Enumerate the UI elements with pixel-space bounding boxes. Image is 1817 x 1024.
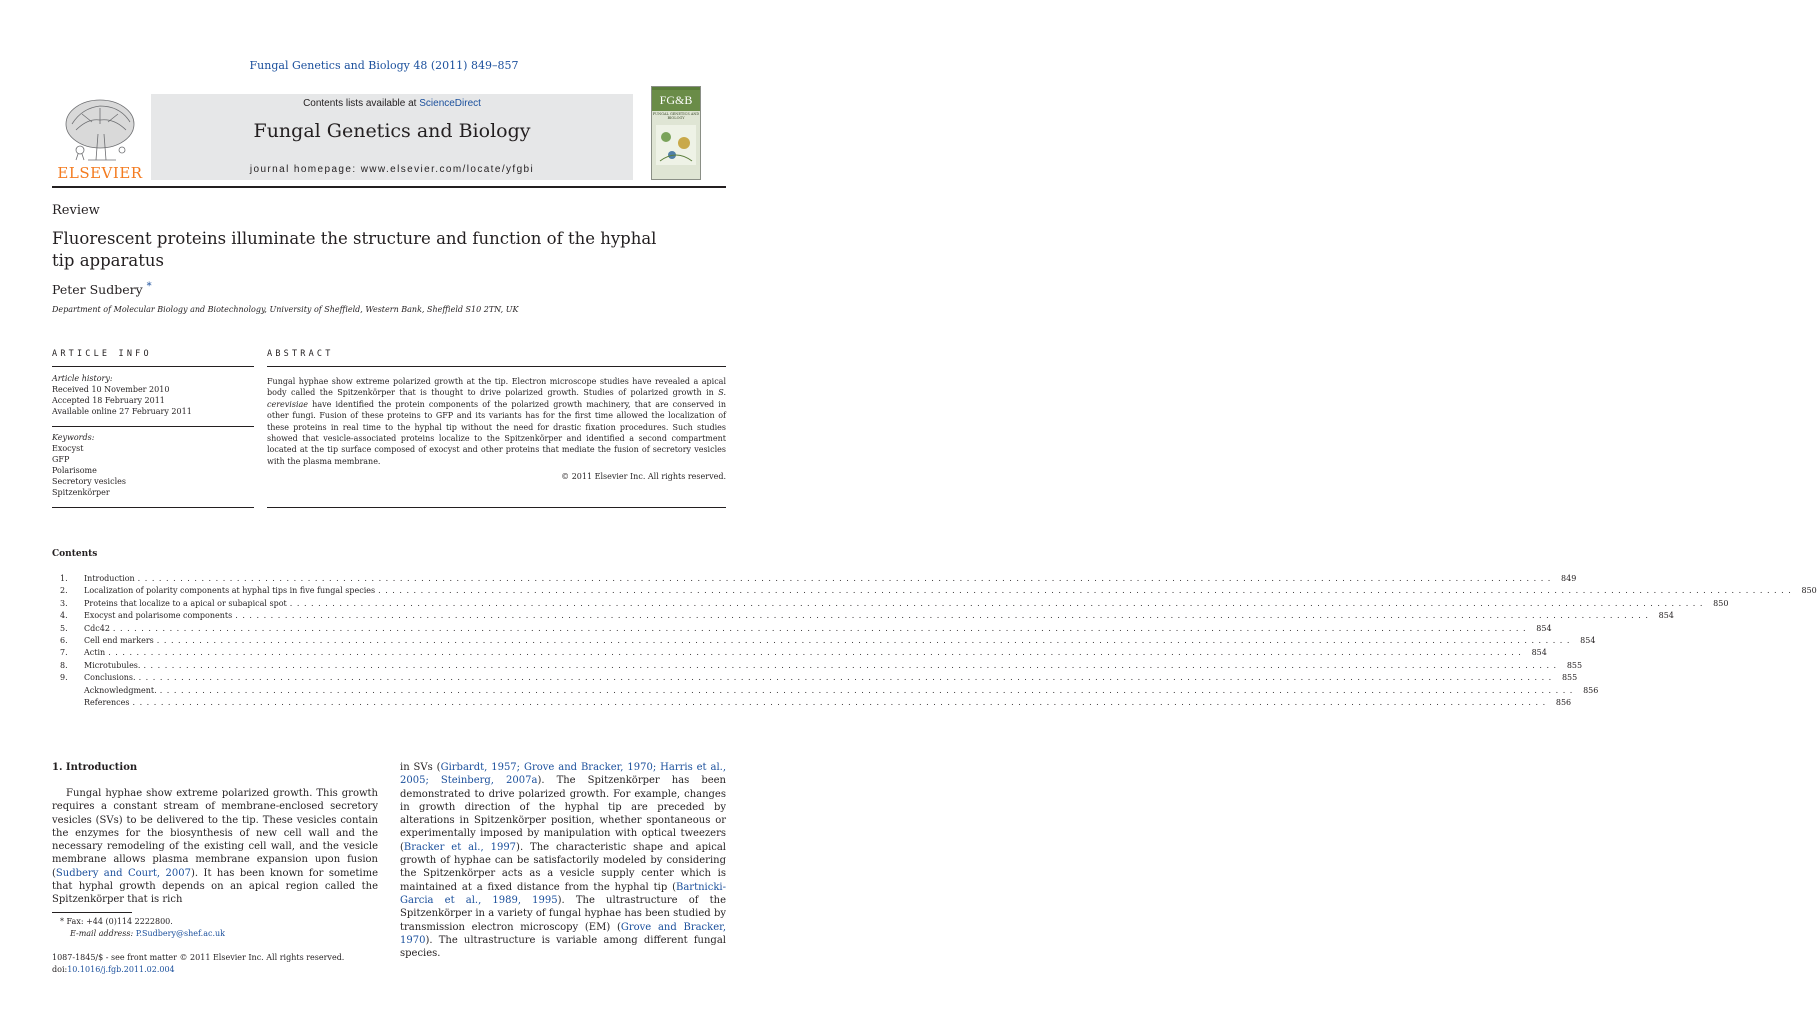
introduction-heading: 1. Introduction	[52, 762, 138, 773]
toc-leader-dots: . . . . . . . . . . . . . . . . . . . . . . . . . . . . . . . . . . . . . . . . . . . . . . . . . . . . . . . . . . . . . . . . . . . . . . . . . . . . . . . . . . . . . . . . . . . . . . . . . . . . . . . . . . . . . . . . . . . . . . . . . . . . . . . . . . . . . . . . . . . . . . . . . . . . . . . . . . . . . . . . . . . . . . . . . . . . . . . . . . . . . . . . . . . . . . . . . . . . . . . .	[159, 685, 1574, 695]
introduction-left-column	[52, 787, 378, 907]
toc-leader-dots: . . . . . . . . . . . . . . . . . . . . . . . . . . . . . . . . . . . . . . . . . . . . . . . . . . . . . . . . . . . . . . . . . . . . . . . . . . . . . . . . . . . . . . . . . . . . . . . . . . . . . . . . . . . . . . . . . . . . . . . . . . . . . . . . . . . . . . . . . . . . . . . . . . . . . . . . . . . . . . . . . . . . . . . . . . . . . . . . . . . . . . . . . . . . . . . . . . . . . . . .	[156, 636, 1571, 645]
reference-link[interactable]: Bracker et al., 1997	[403, 841, 517, 853]
abstract-part: have identified the protein components of the polarized growth machinery, that are conserved in other fungi. Fusion of these proteins to GFP and its variants has for the first time allowed the localization of these proteins in real time to the hyphal tip without the need for drastic fixation procedures. Such studies showed that vesicle-associated proteins localize to the Spitzenkörper and identified a second compartment located at the tip surface composed of exocyst and other proteins that mediate the fusion of secretory vesicles with the plasma membrane.	[267, 399, 726, 466]
article-type: Review	[52, 203, 100, 218]
toc-entry[interactable]	[60, 672, 1578, 684]
email-label: E-mail address:	[70, 929, 136, 938]
keyword: GFP	[52, 455, 70, 464]
contents-availability	[151, 98, 633, 109]
toc-entry[interactable]	[60, 635, 1596, 647]
toc-page-number: 850	[1801, 586, 1817, 596]
toc-page-number: 855	[1566, 660, 1583, 670]
toc-leader-dots: . . . . . . . . . . . . . . . . . . . . . . . . . . . . . . . . . . . . . . . . . . . . . . . . . . . . . . . . . . . . . . . . . . . . . . . . . . . . . . . . . . . . . . . . . . . . . . . . . . . . . . . . . . . . . . . . . . . . . . . . . . . . . . . . . . . . . . . . . . . . . . . . . . . . . . . . . . . . . . . . . . . . . . . . . . . . . . . . . . . . . . . . . . . . . . . . . . . . . . . .	[143, 660, 1558, 670]
toc-leader-dots: . . . . . . . . . . . . . . . . . . . . . . . . . . . . . . . . . . . . . . . . . . . . . . . . . . . . . . . . . . . . . . . . . . . . . . . . . . . . . . . . . . . . . . . . . . . . . . . . . . . . . . . . . . . . . . . . . . . . . . . . . . . . . . . . . . . . . . . . . . . . . . . . . . . . . . . . . . . . . . . . . . . . . . . . . . . . . . . . . . . . . . . . . . . . . . . . . . . . . . . .	[235, 611, 1649, 621]
toc-number: 8.	[60, 660, 68, 670]
abstract-part: Fungal hyphae show extreme polarized growth at the tip. Electron microscope studies have revealed a apical body called the Spitzenkörper that is thought to drive polarized growth. Studies of polarized growth in	[267, 377, 726, 398]
toc-page-number: 856	[1583, 685, 1599, 695]
abstract-rule	[267, 366, 726, 367]
abstract-species: S. cerevisiae	[267, 388, 726, 409]
author-affiliation: Department of Molecular Biology and Biotechnology, University of Sheffield, Western Bank, Sheffield S10 2TN, UK	[52, 305, 519, 314]
toc-title[interactable]: References	[84, 698, 130, 707]
body-text: ). The characteristic shape and apical growth of hyphae can be satisfactorily modeled by considering the Spitzenkörper acts as a vesicle supply center which is maintained at a fixed distance from the hyphal tip (	[400, 841, 726, 893]
toc-title[interactable]: Localization of polarity components at hyphal tips in five fungal species	[84, 586, 376, 596]
cover-subtitle: FUNGAL GENETICS AND BIOLOGY	[652, 112, 700, 120]
keyword: Secretory vesicles	[52, 477, 126, 486]
doi-line	[52, 964, 175, 976]
keywords-rule	[52, 426, 254, 427]
toc-number: 3.	[60, 598, 68, 608]
toc-number: 7.	[60, 648, 68, 658]
toc-number: 2.	[60, 586, 68, 596]
history-accepted: Accepted 18 February 2011	[52, 396, 165, 405]
contents-prefix: Contents lists available at	[303, 98, 420, 109]
toc-entry[interactable]	[60, 623, 1552, 635]
toc-title[interactable]: Conclusions.	[84, 673, 136, 683]
abstract-copyright: © 2011 Elsevier Inc. All rights reserved.	[561, 472, 726, 481]
toc-number: 4.	[60, 611, 68, 621]
author-line	[52, 281, 152, 297]
journal-header-band	[151, 94, 633, 180]
toc-leader-dots: . . . . . . . . . . . . . . . . . . . . . . . . . . . . . . . . . . . . . . . . . . . . . . . . . . . . . . . . . . . . . . . . . . . . . . . . . . . . . . . . . . . . . . . . . . . . . . . . . . . . . . . . . . . . . . . . . . . . . . . . . . . . . . . . . . . . . . . . . . . . . . . . . . . . . . . . . . . . . . . . . . . . . . . . . . . . . . . . . . . . . . . . . . . . . . . . . . . . . . . .	[112, 623, 1527, 633]
keyword: Polarisome	[52, 466, 97, 475]
toc-title[interactable]: Cell end markers	[84, 636, 154, 645]
cover-title: FG&B	[652, 90, 700, 111]
article-title: Fluorescent proteins illuminate the structure and function of the hyphal tip apparatus	[52, 229, 657, 270]
article-info-rule	[52, 366, 254, 367]
toc-number	[60, 685, 84, 697]
toc-number: 6.	[60, 636, 68, 645]
toc-page-number: 854	[1536, 623, 1552, 633]
doi-link[interactable]: 10.1016/j.fgb.2011.02.004	[67, 965, 175, 974]
toc-page-number: 854	[1658, 611, 1674, 621]
toc-title[interactable]: Actin	[84, 648, 106, 658]
history-online: Available online 27 February 2011	[52, 407, 192, 416]
toc-entry[interactable]	[60, 573, 1577, 585]
body-text: ). The ultrastructure of the Spitzenkörper in a variety of fungal hyphae has been studied by transmission electron microscopy (EM) (	[400, 894, 726, 933]
reference-link[interactable]: Grove and Bracker, 1970	[400, 921, 726, 946]
body-text: ). The Spitzenkörper has been demonstrated to drive polarized growth. For example, changes in growth direction of the hyphal tip are preceded by alterations in Spitzenkörper position, whether spontaneous or experimentally imposed by manipulation with optical tweezers (	[400, 775, 726, 853]
author-footnote-mark[interactable]: *	[146, 281, 152, 292]
toc-page-number: 856	[1555, 698, 1572, 707]
journal-citation[interactable]: Fungal Genetics and Biology 48 (2011) 849–857	[249, 59, 519, 72]
toc-leader-dots: . . . . . . . . . . . . . . . . . . . . . . . . . . . . . . . . . . . . . . . . . . . . . . . . . . . . . . . . . . . . . . . . . . . . . . . . . . . . . . . . . . . . . . . . . . . . . . . . . . . . . . . . . . . . . . . . . . . . . . . . . . . . . . . . . . . . . . . . . . . . . . . . . . . . . . . . . . . . . . . . . . . . . . . . . . . . . . . . . . . . . . . . . . . . . . . . . . . . . . . .	[138, 673, 1553, 683]
journal-title: Fungal Genetics and Biology	[253, 120, 531, 142]
toc-number	[60, 697, 84, 709]
cover-art-icon	[652, 121, 700, 173]
toc-entry[interactable]	[60, 647, 1547, 659]
keywords-block	[52, 432, 254, 498]
body-text: in SVs (	[400, 762, 441, 773]
keywords-label: Keywords:	[52, 433, 95, 442]
body-text: ). It has been known for sometime that hyphal growth depends on an apical region called the Spitzenkörper that is rich	[52, 867, 378, 906]
reference-link[interactable]: Sudbery and Court, 2007	[55, 867, 191, 879]
toc-entry[interactable]	[60, 598, 1729, 610]
toc-title[interactable]: Microtubules.	[84, 660, 141, 670]
toc-page-number: 854	[1531, 648, 1547, 658]
toc-leader-dots: . . . . . . . . . . . . . . . . . . . . . . . . . . . . . . . . . . . . . . . . . . . . . . . . . . . . . . . . . . . . . . . . . . . . . . . . . . . . . . . . . . . . . . . . . . . . . . . . . . . . . . . . . . . . . . . . . . . . . . . . . . . . . . . . . . . . . . . . . . . . . . . . . . . . . . . . . . . . . . . . . . . . . . . . . . . . . . . . . . . . . . . . . . . . . . . . . . . . . . . .	[378, 586, 1792, 596]
keyword: Spitzenkörper	[52, 488, 110, 497]
toc-page-number: 849	[1561, 574, 1577, 583]
elsevier-logo	[52, 94, 148, 180]
toc-title[interactable]: Introduction	[84, 574, 135, 583]
email-link[interactable]: P.Sudbery@shef.ac.uk	[135, 929, 225, 938]
contents-heading: Contents	[52, 549, 98, 559]
article-history	[52, 373, 254, 417]
history-received: Received 10 November 2010	[52, 385, 170, 394]
toc-page-number: 855	[1561, 673, 1578, 683]
history-label: Article history:	[52, 374, 113, 383]
toc-title[interactable]: Exocyst and polarisome components	[84, 611, 233, 621]
reference-link[interactable]: Bartnicki-Garcia et al., 1989, 1995	[400, 881, 726, 906]
toc-title[interactable]: Proteins that localize to a apical or subapical spot	[84, 598, 287, 608]
author-name: Peter Sudbery	[52, 282, 143, 298]
keyword: Exocyst	[52, 444, 84, 453]
issn-line: 1087-1845/$ - see front matter © 2011 Elsevier Inc. All rights reserved.	[52, 953, 345, 962]
toc-leader-dots: . . . . . . . . . . . . . . . . . . . . . . . . . . . . . . . . . . . . . . . . . . . . . . . . . . . . . . . . . . . . . . . . . . . . . . . . . . . . . . . . . . . . . . . . . . . . . . . . . . . . . . . . . . . . . . . . . . . . . . . . . . . . . . . . . . . . . . . . . . . . . . . . . . . . . . . . . . . . . . . . . . . . . . . . . . . . . . . . . . . . . . . . . . . . . . . . . . . . . . . .	[289, 598, 1704, 608]
abstract-text	[267, 376, 726, 467]
journal-homepage-link[interactable]: journal homepage: www.elsevier.com/locate/yfgbi	[249, 164, 535, 175]
toc-entry[interactable]	[60, 685, 1599, 697]
body-text: Fungal hyphae show extreme polarized growth. This growth requires a constant stream of membrane-enclosed secretory vesicles (SVs) to be delivered to the tip. These vesicles contain the enzymes for the biosynthesis of new cell wall and the necessary remodeling of the existing cell wall, and the vesicle membrane allows plasma membrane expansion upon fusion (	[52, 788, 378, 879]
publisher-name: ELSEVIER	[57, 164, 143, 182]
abstract-bottom-rule	[267, 507, 726, 508]
toc-entry[interactable]	[60, 610, 1674, 622]
journal-cover-image	[651, 86, 701, 180]
sciencedirect-link[interactable]: ScienceDirect	[419, 98, 481, 109]
footnote-email	[70, 928, 225, 939]
abstract-heading: ABSTRACT	[267, 349, 334, 359]
toc-entry[interactable]	[60, 585, 1817, 597]
toc-leader-dots: . . . . . . . . . . . . . . . . . . . . . . . . . . . . . . . . . . . . . . . . . . . . . . . . . . . . . . . . . . . . . . . . . . . . . . . . . . . . . . . . . . . . . . . . . . . . . . . . . . . . . . . . . . . . . . . . . . . . . . . . . . . . . . . . . . . . . . . . . . . . . . . . . . . . . . . . . . . . . . . . . . . . . . . . . . . . . . . . . . . . . . . . . . . . . . . . . . . . . . . .	[132, 698, 1547, 707]
toc-leader-dots: . . . . . . . . . . . . . . . . . . . . . . . . . . . . . . . . . . . . . . . . . . . . . . . . . . . . . . . . . . . . . . . . . . . . . . . . . . . . . . . . . . . . . . . . . . . . . . . . . . . . . . . . . . . . . . . . . . . . . . . . . . . . . . . . . . . . . . . . . . . . . . . . . . . . . . . . . . . . . . . . . . . . . . . . . . . . . . . . . . . . . . . . . . . . . . . . . . . . . . . .	[137, 574, 1552, 583]
toc-page-number: 850	[1713, 598, 1729, 608]
toc-title[interactable]: Acknowledgment.	[84, 685, 157, 695]
reference-link[interactable]: Girbardt, 1957; Grove and Bracker, 1970; Harris et al., 2005; Steinberg, 2007a	[400, 762, 726, 787]
toc-number: 9.	[60, 673, 68, 683]
footnote-rule	[52, 912, 132, 913]
header-divider	[52, 186, 726, 188]
article-info-heading: ARTICLE INFO	[52, 349, 152, 359]
footnote-fax: * Fax: +44 (0)114 2222800.	[60, 917, 173, 926]
toc-entry[interactable]	[60, 660, 1583, 672]
toc-page-number: 854	[1580, 636, 1596, 645]
toc-leader-dots: . . . . . . . . . . . . . . . . . . . . . . . . . . . . . . . . . . . . . . . . . . . . . . . . . . . . . . . . . . . . . . . . . . . . . . . . . . . . . . . . . . . . . . . . . . . . . . . . . . . . . . . . . . . . . . . . . . . . . . . . . . . . . . . . . . . . . . . . . . . . . . . . . . . . . . . . . . . . . . . . . . . . . . . . . . . . . . . . . . . . . . . . . . . . . . . . . . . . . . . .	[108, 648, 1522, 658]
toc-number: 1.	[60, 574, 68, 583]
article-info-bottom-rule	[52, 507, 254, 508]
doi-label: doi:	[52, 965, 68, 974]
introduction-right-column	[400, 761, 726, 960]
toc-number: 5.	[60, 623, 68, 633]
body-text: ). The ultrastructure is variable among different fungal species.	[400, 934, 726, 960]
toc-entry[interactable]	[60, 697, 1572, 709]
toc-title[interactable]: Cdc42	[84, 623, 110, 633]
